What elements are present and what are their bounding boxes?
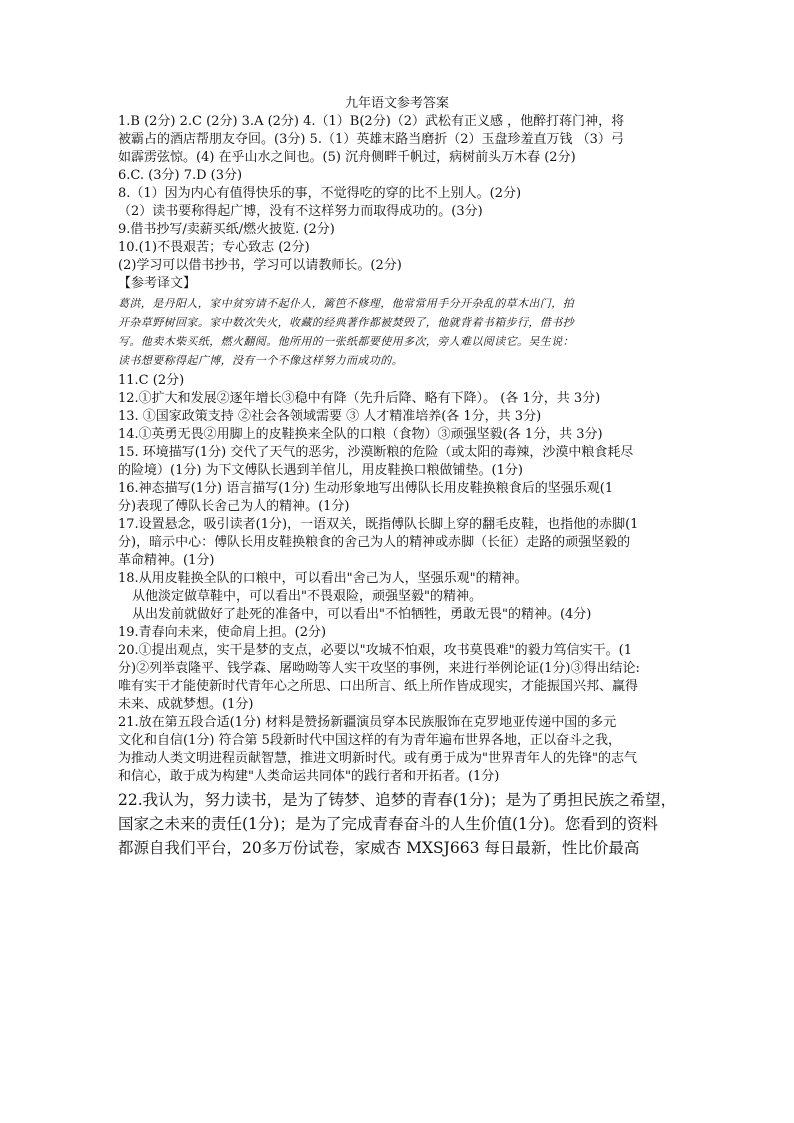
answer-line: 如霹雳弦惊。(4) 在乎山水之间也。(5) 沉舟侧畔千帆过，病树前头万木春 (2分) (118, 150, 576, 165)
answer-line: 被霸占的酒店帮朋友夺回。(3分) 5.（1）英雄末路当磨折（2）玉盘珍羞直万钱 （3）弓 (118, 132, 624, 147)
answer-line: 和信心，敢于成为构建"人类命运共同体"的践行者和开拓者。(1分) (118, 769, 500, 784)
answer-line: 唯有实干才能使新时代青年心之所思、口出所言、纸上所作皆成现实，才能振国兴邦、赢得 (118, 679, 639, 694)
translation-line: 写。他卖木柴买纸，燃火翻阅。他所用的一张纸都要使用多次，旁人难以阅读它。吴生说： (118, 335, 574, 348)
answer-line: 11.C (2分) (118, 373, 185, 388)
answer-line: 16.神态描写(1分) 语言描写(1分) 生动形象地写出傅队长用皮鞋换粮食后的坚强乐观(1 (118, 481, 614, 496)
translation-line: 葛洪，是丹阳人，家中贫穷请不起仆人，篱笆不修理，他常常用手分开杂乱的草木出门，拍 (118, 297, 574, 310)
page-title: 九年语文参考答案 (344, 96, 449, 111)
answer-line: 分)表现了傅队长舍己为人的精神。(1分) (118, 499, 350, 514)
answer-line: 9.借书抄写/卖薪买纸/燃火披览. (2分) (118, 222, 335, 237)
answer-line: 17.设置悬念，吸引读者(1分)，一语双关，既指傅队长脚上穿的翻毛皮鞋，也指他的赤脚(1 (118, 517, 639, 532)
answer-line: 18.从用皮鞋换全队的口粮中，可以看出"舍己为人，坚强乐观"的精神。 (118, 571, 528, 586)
answer-line: 8.（1）因为内心有值得快乐的事，不觉得吃的穿的比不上别人。(2分) (118, 186, 522, 201)
answer-line-large: 都源自我们平台，20多万份试卷，家威杏 MXSJ663 每日最新，性比价最高 (118, 839, 640, 857)
answer-line: 21.放在第五段合适(1分) 材料是赞扬新疆演员穿本民族服饰在克罗地亚传递中国的多元 (118, 715, 617, 730)
answer-line: 文化和自信(1分) 符合第 5段新时代中国这样的有为青年遍布世界各地，正以奋斗之我， (118, 733, 621, 748)
translation-block (118, 294, 680, 370)
translation-heading: 【参考译文】 (118, 276, 197, 291)
answer-line: 20.①提出观点，实干是梦的支点，必要以"攻城不怕艰，攻书莫畏难"的毅力笃信实干。(1 (118, 643, 632, 658)
answer-line: 15. 环境描写(1分) 交代了天气的恶劣，沙漠断粮的危险（或太阳的毒辣，沙漠中粮食耗尽 (118, 445, 634, 460)
answer-line: 未来、成就梦想。(1分) (118, 697, 254, 712)
answer-line: 分)，暗示中心：傅队长用皮鞋换粮食的舍己为人的精神或赤脚（长征）走路的顽强坚毅的 (118, 535, 631, 550)
answer-line: 为推动人类文明进程贡献智慧，推进文明新时代。或有勇于成为"世界青年人的先锋"的志气 (118, 751, 637, 766)
answer-line-large: 国家之未来的责任(1分)；是为了完成青春奋斗的人生价值(1分)。您看到的资料 (118, 815, 658, 833)
answer-line: 19.青春向未来，使命肩上担。(2分) (118, 625, 327, 640)
answer-line: 14.①英勇无畏②用脚上的皮鞋换来全队的口粮（食物）③顽强坚毅(各 1分，共 3分) (118, 427, 603, 442)
answer-line: 分)②列举袁隆平、钱学森、屠呦呦等人实干攻坚的事例，来进行举例论证(1分)③得出结论: (118, 661, 640, 676)
answer-line: 从出发前就做好了赴死的准备中，可以看出"不怕牺牲，勇敢无畏"的精神。(4分) (132, 607, 592, 622)
answer-line: 6.C. (3分) 7.D (3分) (118, 168, 243, 183)
answer-line: (2)学习可以借书抄书，学习可以请教师长。(2分) (118, 258, 402, 273)
answer-line: （2）读书要称得起广博，没有不这样努力而取得成功的。(3分) (118, 204, 483, 219)
answer-line: 革命精神。(1分) (118, 553, 215, 568)
answer-line-large: 22.我认为，努力读书，是为了铸梦、追梦的青春(1分)；是为了勇担民族之希望， (118, 791, 677, 809)
translation-line: 读书想要称得起广博，没有一个不像这样努力而成功的。 (118, 354, 403, 367)
answer-line: 13. ①国家政策支持 ②社会各领域需要 ③ 人才精准培养(各 1分，共 3分) (118, 409, 542, 424)
answer-line: 10.(1)不畏艰苦；专心致志 (2分) (118, 240, 310, 255)
answer-content (118, 113, 680, 860)
answer-line: 的险境）(1分) 为下文傅队长遇到羊倌儿，用皮鞋换口粮做铺垫。(1分) (118, 463, 523, 478)
answer-line: 1.B (2分) 2.C (2分) 3.A (2分) 4.（1）B(2分)（2）武松有正义感 ，他醉打蒋门神，将 (118, 114, 625, 129)
answer-line: 12.①扩大和发展②逐年增长③稳中有降（先升后降、略有下降）。 (各 1分，共 3分) (118, 391, 601, 406)
answer-line: 从他淡定做草鞋中，可以看出"不畏艰险，顽强坚毅"的精神。 (132, 589, 482, 604)
translation-line: 开杂草野树回家。家中数次失火，收藏的经典著作都被焚毁了，他就背着书箱步行，借书抄 (118, 316, 574, 329)
